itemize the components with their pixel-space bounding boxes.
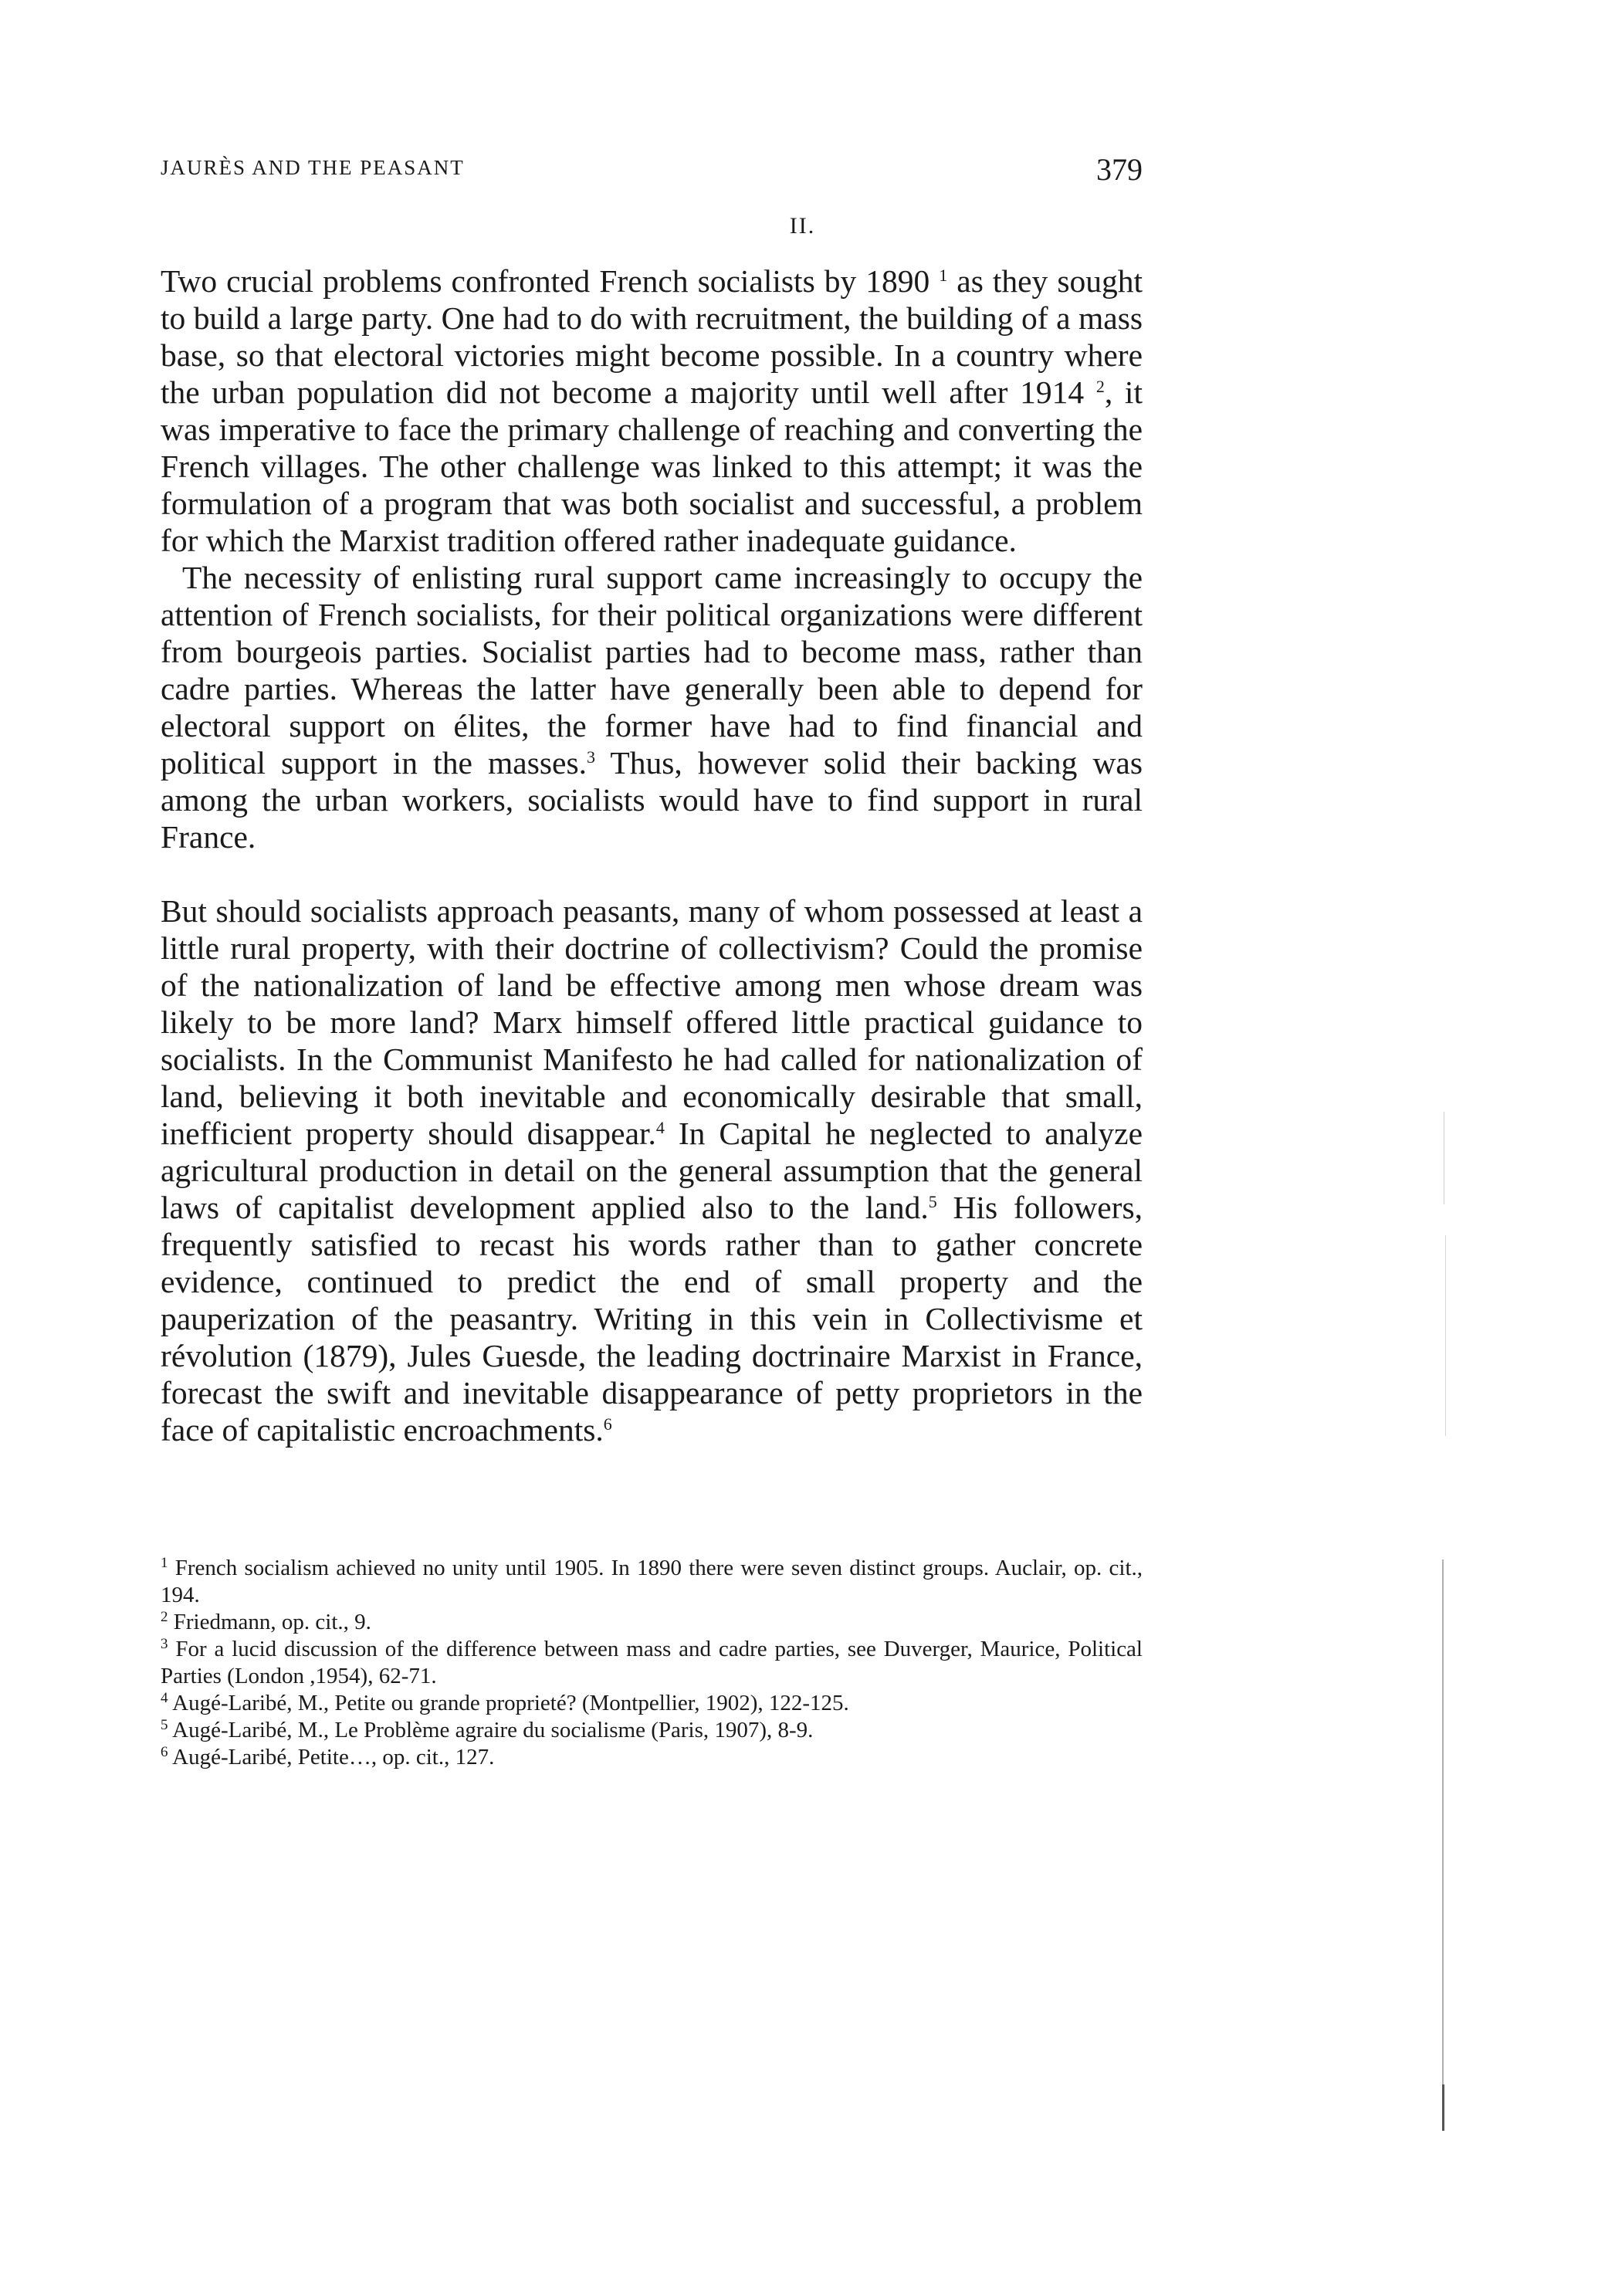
footnote-ref-4[interactable]: 4 xyxy=(655,1118,665,1137)
scan-artifact-line xyxy=(1442,1559,1444,2100)
footnote-number: 3 xyxy=(161,1636,168,1652)
footnote-ref-6[interactable]: 6 xyxy=(603,1414,612,1434)
footnote-text: Augé-Laribé, Petite…, op. cit., 127. xyxy=(172,1745,495,1769)
footnote-5 xyxy=(161,1717,1143,1744)
section-number: II. xyxy=(789,213,816,239)
footnote-3 xyxy=(161,1636,1143,1690)
footnote-number: 6 xyxy=(161,1744,168,1760)
footnote-2 xyxy=(161,1609,1143,1636)
running-head xyxy=(161,151,1143,190)
footnote-1 xyxy=(161,1555,1143,1609)
footnote-text: French socialism achieved no unity until 1905. In 1890 there were seven distinct groups. Auclair, op. cit., 194. xyxy=(161,1556,1143,1607)
footnote-ref-5[interactable]: 5 xyxy=(928,1192,937,1211)
footnote-ref-1[interactable]: 1 xyxy=(939,266,948,285)
footnote-text: Augé-Laribé, M., Le Problème agraire du socialisme (Paris, 1907), 8-9. xyxy=(172,1718,814,1742)
running-title: JAURÈS AND THE PEASANT xyxy=(161,156,465,179)
scan-artifact-line xyxy=(1445,1235,1446,1436)
footnote-6 xyxy=(161,1744,1143,1771)
footnote-4 xyxy=(161,1690,1143,1717)
footnotes xyxy=(161,1555,1143,1771)
footnote-ref-3[interactable]: 3 xyxy=(586,747,595,767)
footnote-ref-2[interactable]: 2 xyxy=(1095,377,1105,396)
footnote-number: 5 xyxy=(161,1717,168,1733)
footnote-number: 2 xyxy=(161,1609,168,1625)
paragraph-3: But should socialists approach peasants, many of whom possessed at least a little rural property, with their doctrine of collectivism? Could the promise of the nationalization of land be effective among men whose dream was likely to be more land? Marx himself offered little practical guidance to socialists. In the Communist Manifesto he had called for nationalization of land, believing it both inevitable and economically desirable that small, inefficient property should disappear.$^4$ In Capital he neglected to analyze agricultural production in detail on the general assumption that the general laws of capitalist development applied also to the land.$^5$ His followers, frequently satisfied to recast his words rather than to gather concrete evidence, continued to predict the end of small property and the pauperization of the peasantry. Writing in this vein in Collectivisme et révolution (1879), Jules Guesde, the leading doctrinaire Marxist in France, forecast the swift and inevitable disappearance of petty proprietors in the face of capitalistic encroachments.$^6$ xyxy=(161,893,1143,1448)
footnote-text: Friedmann, op. cit., 9. xyxy=(173,1610,371,1634)
footnote-number: 4 xyxy=(161,1690,168,1706)
page-number: 379 xyxy=(1096,152,1143,187)
paragraph-2: The necessity of enlisting rural support came increasingly to occupy the attention of French socialists, for their political organizations were different from bourgeois parties. Socialist parties had to become mass, rather than cadre parties. Whereas the latter have generally been able to depend for electoral support on élites, the former have had to find financial and political support in the masses.$^3$ Thus, however solid their backing was among the urban workers, socialists would have to find support in rural France. xyxy=(161,560,1143,855)
footnote-number: 1 xyxy=(161,1555,168,1571)
scan-artifact-line xyxy=(1442,2084,1444,2131)
paragraph-1: Two crucial problems confronted French socialists by 1890 $^1$ as they sought to build a large party. One had to do with recruitment, the building of a mass base, so that electoral victories might become possible. In a country where the urban population did not become a majority until well after 1914 $^2$, it was imperative to face the primary challenge of reaching and converting the French villages. The other challenge was linked to this attempt; it was the formulation of a program that was both socialist and successful, a problem for which the Marxist tradition offered rather inadequate guidance. xyxy=(161,263,1143,558)
footnote-text: For a lucid discussion of the difference between mass and cadre parties, see Duverger, Maurice, Political Parties (London ,1954), 62-71. xyxy=(161,1637,1143,1688)
footnote-text: Augé-Laribé, M., Petite ou grande proprieté? (Montpellier, 1902), 122-125. xyxy=(172,1691,849,1715)
body-text xyxy=(161,262,1143,1448)
